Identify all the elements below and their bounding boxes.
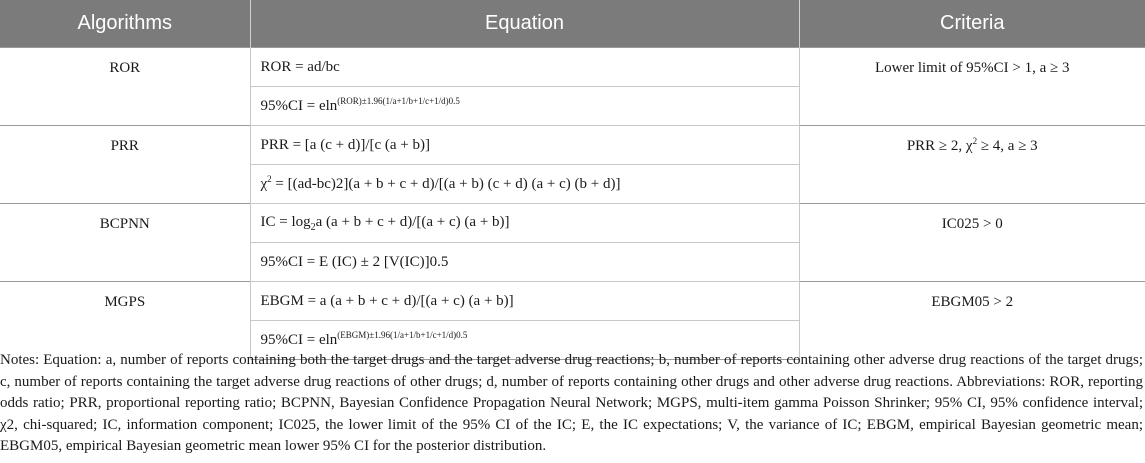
table-notes: Notes: Equation: a, number of reports containing both the target drugs and the target adverse drug reactions; b, number of reports containing other adverse drug reactions of the target drugs; c, number of reports containing the target adverse drug reactions of other drugs; d, number of reports containing other drugs and other adverse drug reactions. Abbreviations: ROR, reporting odds ratio; PRR, proportional reporting ratio; BCPNN, Bayesian Confidence Propagation Neural Network; MGPS, multi-item gamma Poisson Shrinker; 95% CI, 95% confidence interval; χ2, chi-squared; IC, information component; IC025, the lower limit of the 95% CI of the IC; E, the IC expectations; V, the variance of IC; EBGM, empirical Bayesian geometric mean; EBGM05, empirical Bayesian geometric mean lower 95% CI for the posterior distribution. — [0, 352, 1143, 454]
table-row — [0, 48, 1145, 87]
equation-text: EBGM = a (a + b + c + d)/[(a + c) (a + b)] — [260, 292, 514, 309]
table-row — [0, 282, 1145, 321]
criteria-cell-mgps: EBGM05 > 2 — [799, 282, 1145, 360]
header-equation: Equation — [250, 0, 799, 48]
criteria-cell-bcpnn: IC025 > 0 — [799, 204, 1145, 282]
equation-text: IC = log — [260, 213, 311, 230]
equation-text: = [(ad-bc)2](a + b + c + d)/[(a + b) (c + d) (a + c) (b + d)] — [271, 175, 621, 192]
equation-cell — [250, 165, 799, 204]
equation-text: a (a + b + c + d)/[(a + c) (a + b)] — [315, 213, 510, 230]
algorithm-cell-prr: PRR — [0, 126, 250, 204]
equation-cell — [250, 243, 799, 282]
algorithm-cell-ror: ROR — [0, 48, 250, 126]
table-row — [0, 204, 1145, 243]
table-row — [0, 126, 1145, 165]
algorithm-cell-bcpnn: BCPNN — [0, 204, 250, 282]
criteria-cell-ror: Lower limit of 95%CI > 1, a ≥ 3 — [799, 48, 1145, 126]
header-algorithms: Algorithms — [0, 0, 250, 48]
equation-text: χ — [260, 175, 268, 192]
table-header-row — [0, 0, 1145, 48]
algorithm-cell-mgps: MGPS — [0, 282, 250, 360]
equation-superscript: (EBGM)±1.96(1/a+1/b+1/c+1/d)0.5 — [337, 329, 468, 340]
equation-text: 95%CI = eln — [260, 97, 338, 114]
criteria-text: PRR ≥ 2, χ — [906, 138, 973, 154]
equation-cell — [250, 204, 799, 243]
equation-superscript: (ROR)±1.96(1/a+1/b+1/c+1/d)0.5 — [337, 95, 460, 106]
equation-text: 95%CI = eln — [260, 331, 338, 348]
equation-text: ROR = ad/bc — [260, 58, 340, 75]
equation-cell — [250, 126, 799, 165]
criteria-cell-prr — [799, 126, 1145, 204]
equation-cell — [250, 282, 799, 321]
header-criteria: Criteria — [799, 0, 1145, 48]
equation-cell — [250, 48, 799, 87]
equation-cell — [250, 87, 799, 126]
criteria-superscript: 2 — [972, 136, 978, 146]
criteria-text: ≥ 4, a ≥ 3 — [977, 138, 1038, 154]
equation-superscript: 2 — [267, 173, 272, 184]
equation-text: PRR = [a (c + d)]/[c (a + b)] — [260, 136, 430, 153]
equation-text: 95%CI = E (IC) ± 2 [V(IC)]0.5 — [260, 253, 449, 270]
equation-subscript: 2 — [310, 221, 316, 233]
